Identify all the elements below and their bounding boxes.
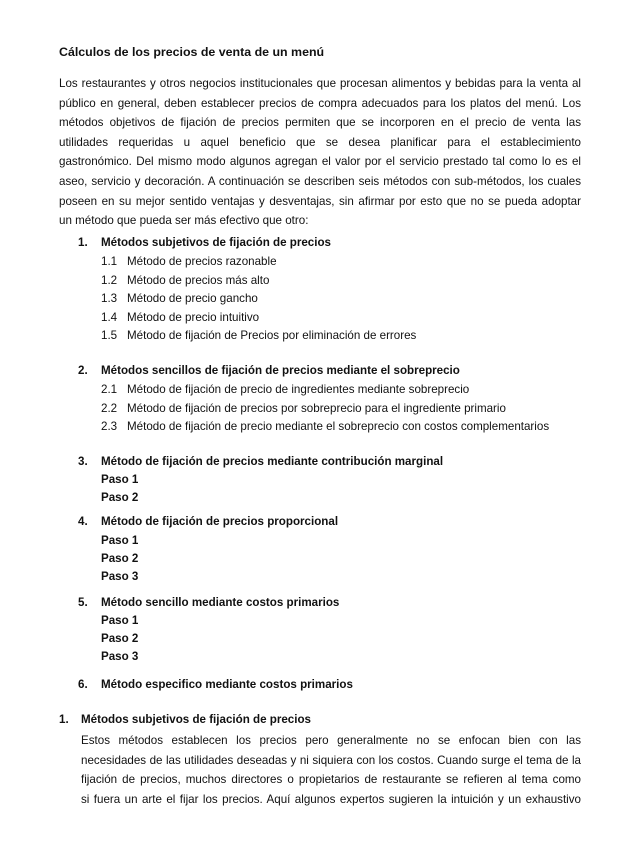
section-line: si fuera un arte el fijar los precios. Aquí algunos expertos sugieren la intuición y un exhaustivo <box>81 792 581 806</box>
outline-item-6 <box>78 678 353 691</box>
outline-subitem: 1.3 Método de precio gancho <box>101 292 258 305</box>
document-title: Cálculos de los precios de venta de un menú <box>59 45 325 59</box>
outline-number: 5. <box>78 596 88 609</box>
outline-step: Paso 1 <box>101 534 139 547</box>
section-line: necesidades de las utilidades deseadas y ni siquiera con los costos. Cuando surge el tema de la <box>81 753 581 767</box>
outline-subitem: 1.4 Método de precio intuitivo <box>101 311 260 324</box>
section-line: fijación de precios, muchos directores o propietarios de restaurante se refieren al tema como <box>81 773 581 787</box>
outline-number: 6. <box>78 678 88 691</box>
intro-line: público en general, deben establecer precios de compra adecuados para los platos del menú. Los <box>59 96 581 110</box>
outline-label: Métodos sencillos de fijación de precios mediante el sobreprecio <box>101 364 460 377</box>
outline-item-2 <box>78 364 460 377</box>
section-title: Métodos subjetivos de fijación de precios <box>81 713 311 726</box>
intro-line: Los restaurantes y otros negocios institucionales que procesan alimentos y bebidas para la venta al <box>59 77 581 90</box>
outline-number: 4. <box>78 515 88 528</box>
outline-subitem: 1.5 Método de fijación de Precios por eliminación de errores <box>101 329 417 342</box>
outline-step: Paso 2 <box>101 552 139 565</box>
intro-line: aseo, servicio y decoración. A continuación se describen seis métodos con sub-métodos, los cuales <box>59 174 581 188</box>
outline-subitem: 1.2 Método de precios más alto <box>101 274 270 287</box>
section-body <box>81 731 581 809</box>
outline-step: Paso 2 <box>101 491 139 504</box>
intro-line: un método que pueda ser más efectivo que otro: <box>59 214 309 228</box>
outline-label: Método de fijación de precios proporcional <box>101 515 339 528</box>
outline-number: 3. <box>78 455 88 468</box>
outline-label: Método especifico mediante costos primarios <box>101 678 353 691</box>
section-number: 1. <box>59 713 69 726</box>
outline-label: Método de fijación de precios mediante contribución marginal <box>101 455 444 468</box>
outline-step: Paso 3 <box>101 570 139 583</box>
intro-paragraph <box>59 74 581 231</box>
outline-subitem: 2.3 Método de fijación de precio mediante el sobreprecio con costos complementarios <box>101 420 550 433</box>
section-heading <box>59 713 311 726</box>
outline-item-3 <box>78 455 443 468</box>
section-line: Estos métodos establecen los precios pero generalmente no se enfocan bien con las <box>81 734 581 747</box>
outline-step: Paso 1 <box>101 614 139 627</box>
outline-item-4 <box>78 515 338 528</box>
outline-number: 2. <box>78 364 88 377</box>
outline-label: Métodos subjetivos de fijación de precios <box>101 236 331 249</box>
intro-line: utilidades requeridas u aquel beneficio que se desea planificar para el establecimiento <box>59 135 581 149</box>
outline-item-1 <box>78 236 331 249</box>
outline-subitem: 2.1 Método de fijación de precio de ingredientes mediante sobreprecio <box>101 383 470 396</box>
intro-line: gastronómico. Del mismo modo algunos agregan el valor por el servicio prestado tal como lo es el <box>59 155 581 169</box>
intro-line: poseen en su mejor sentido ventajas y desventajas, sin afirmar por esto que no se pueda adoptar <box>59 194 581 208</box>
outline-subitem: 2.2 Método de fijación de precios por sobreprecio para el ingrediente primario <box>101 402 506 415</box>
outline-subitem: 1.1 Método de precios razonable <box>101 255 277 268</box>
outline-number: 1. <box>78 236 88 249</box>
outline-item-5 <box>78 596 339 609</box>
outline-step: Paso 1 <box>101 473 139 486</box>
outline-step: Paso 2 <box>101 632 139 645</box>
intro-line: métodos objetivos de fijación de precios permiten que se incorporen en el precio de venta las <box>59 116 581 130</box>
outline-step: Paso 3 <box>101 650 139 663</box>
outline-label: Método sencillo mediante costos primarios <box>101 596 340 609</box>
